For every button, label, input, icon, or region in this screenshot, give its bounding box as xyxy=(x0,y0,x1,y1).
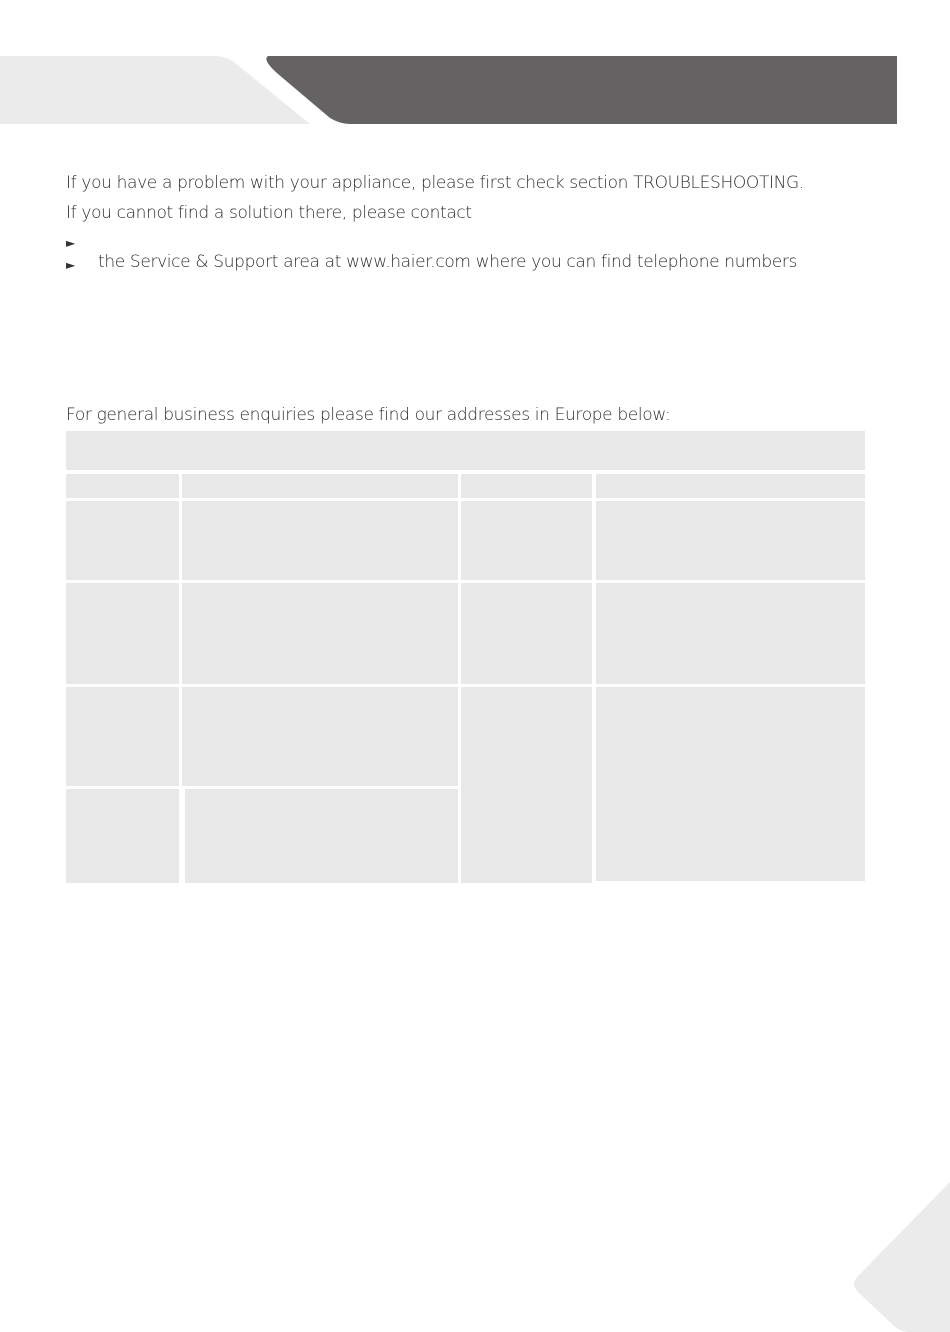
table-cell xyxy=(596,583,865,684)
triangle-right-icon: ► xyxy=(66,236,76,250)
table-cell xyxy=(182,474,458,498)
table-cell-merged xyxy=(461,687,592,883)
list-item: the Service & Support area at www.haier.com where you can find telephone numbers xyxy=(98,252,798,272)
table-cell xyxy=(66,583,179,684)
table-cell xyxy=(182,583,458,684)
table-cell xyxy=(66,474,179,498)
table-cell xyxy=(182,501,458,580)
table-cell xyxy=(461,501,592,580)
triangle-right-icon: ► xyxy=(66,258,76,272)
table-title-row xyxy=(66,431,865,470)
table-cell xyxy=(596,501,865,580)
table-cell xyxy=(461,474,592,498)
table-cell xyxy=(185,789,458,883)
table-cell xyxy=(66,687,179,786)
table-cell xyxy=(182,687,458,786)
table-cell-merged xyxy=(596,687,865,881)
corner-shape xyxy=(854,1182,950,1332)
intro-line-1: If you have a problem with your appliance, please first check section TROUBLESHOOTING. xyxy=(66,173,804,193)
page-corner-tab xyxy=(850,1182,950,1332)
table-cell xyxy=(66,501,179,580)
table-cell xyxy=(66,789,179,883)
business-heading: For general business enquiries please find our addresses in Europe below: xyxy=(66,405,671,425)
header-band-dark xyxy=(266,56,897,124)
table-cell xyxy=(596,474,865,498)
header-tab-light xyxy=(0,56,310,124)
header-banner xyxy=(0,0,950,130)
table-cell xyxy=(461,583,592,684)
intro-line-2: If you cannot find a solution there, please contact xyxy=(66,203,472,223)
